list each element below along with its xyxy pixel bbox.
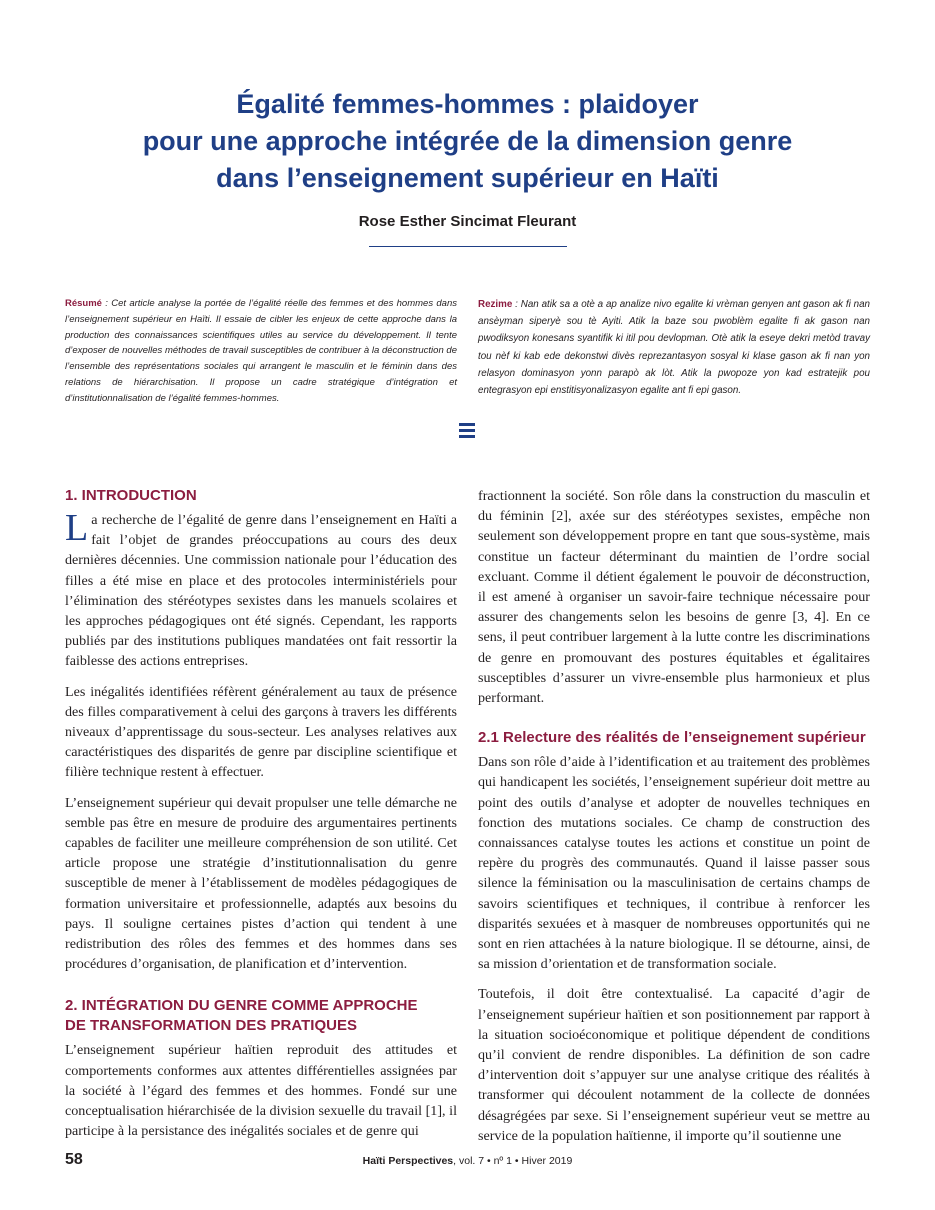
subsection-heading: 2.1 Relecture des réalités de l’enseignement supérieur (478, 729, 866, 747)
paragraph: fractionnent la société. Son rôle dans la construction du masculin et du féminin [2], axée sur des stéréotypes sexistes, empêche non seulement son développement propre en tant que sous-système, mais constitue un facteur déterminant du maintien de l’ordre social excluant. Comme il détient également le pouvoir de déconstruction, il est amené à organiser un savoir-faire technique nécessaire pour assurer des changements selon les besoins de genre [3, 4]. En ce sens, il peut contribuer largement à la lutte contre les discriminations de genre en promouvant des postures équitables et égalitaires susceptibles d’assurer un vivre-ensemble plus harmonieux et plus performant. (478, 488, 870, 707)
title-line: dans l’enseignement supérieur en Haïti (216, 163, 719, 193)
article-title (60, 86, 875, 197)
paragraph: La recherche de l’égalité de genre dans l’enseignement en Haïti a fait l’objet de grandes préoccupations au cours des deux dernières décennies. Une commission nationale pour l’éducation des filles a été mise en place et des protocoles interministériels pour l’élimination des stéréotypes sexistes dans les manuels scolaires et les approches pédagogiques ont été signés. Cependant, les rapports publiés par des institutions publiques mandatées ont fait ressortir la faiblesse des actions entreprises. (65, 507, 457, 670)
author-name: Rose Esther Sincimat Fleurant (358, 213, 577, 230)
section-heading: 1. INTRODUCTION (65, 487, 197, 504)
drop-cap: L (65, 507, 89, 549)
abstract-text: : Nan atik sa a otè a ap analize nivo egalite ki vrèman genyen ant gason ak fi nan ansèyman siperyè sou tè Ayiti. Atik la baze sou pwoblèm egalite fi ak gason nan pwodiksyon konesans syantifik ki itil pou devlopman. Otè atik la eseye dekri metòd travay tou nèf ki kab ede dekonstwi divès reprezantasyon sosyal ki klase gason ak fi nan yon relasyon dominasyon yonn parapò ak lòt. Atik la pwopoze yon kad estratejik pou entegrasyon epi enstitisyonalizasyon egalite ant fi epi gason. (478, 299, 870, 397)
abstract-label: Résumé (65, 298, 102, 309)
right-column (478, 486, 870, 1156)
paragraph: Les inégalités identifiées réfèrent généralement au taux de présence des filles comparativement à celui des garçons à travers les différents niveaux d’apprentissage du sous-secteur. Les analyses relatives aux caractéristiques des disparités de genre par discipline scientifique et filière technique restent à effectuer. (65, 683, 457, 781)
title-line: Égalité femmes-hommes : plaidoyer (236, 89, 699, 119)
page-number: 58 (65, 1151, 83, 1168)
title-divider (369, 246, 567, 247)
title-line: pour une approche intégrée de la dimension genre (142, 126, 793, 156)
paragraph: Toutefois, il doit être contextualisé. La capacité d’agir de l’enseignement supérieur haïtien et son positionnement par rapport à la situation socioéconomique et politique dépendent de conditions qu’il convient de rendre disponibles. La définition de son cadre d’intervention doit s’appuyer sur une analyse critique des réalités à transformer qui découlent notamment de la collecte de données désagrégées par sexe. Si l’enseignement supérieur veut se mettre au service de la population haïtienne, il importe qu’il soutienne une (478, 986, 870, 1144)
abstract-french (65, 296, 457, 407)
journal-issue: , vol. 7 • nº 1 • Hiver 2019 (453, 1155, 573, 1167)
left-column (65, 486, 457, 1151)
journal-name: Haïti Perspectives (362, 1155, 454, 1167)
section-separator-icon (459, 423, 475, 441)
paragraph: L’enseignement supérieur haïtien reproduit des attitudes et comportements conformes aux attentes différentielles assignées par la société à l’égard des femmes et des hommes. Fondé sur une conceptualisation hiérarchisée de la division sexuelle du travail [1], il participe à la persistance des inégalités sociales et de genre qui (65, 1042, 457, 1140)
abstract-label: Rezime (478, 299, 513, 310)
paragraph: Dans son rôle d’aide à l’identification et au traitement des problèmes qui handicapent les sociétés, l’enseignement supérieur doit mettre au point des outils d’analyse et adopter de nouvelles techniques en fonction des mutations sociales. Ce champ de construction des connaissances catalyse toutes les actions et constitue un point de repère du progrès des communautés. Quand il laisse passer sous silence la féminisation ou la masculinisation de certains champs de savoirs scientifiques et techniques, il contribue à renforcer les disparités sexuées et à masquer de nombreuses opportunités qui ne sont en rien attachées à la nature biologique. Il se détourne, ainsi, de sa mission d’orientation et de transformation sociale. (478, 754, 870, 973)
abstract-creole (478, 296, 870, 399)
journal-footer (0, 1155, 935, 1167)
abstract-text: : Cet article analyse la portée de l’égalité réelle des femmes et des hommes dans l’enseignement supérieur en Haïti. Il essaie de cibler les enjeux de cette approche dans la production des connaissances scientifiques utiles au service du développement. Il tente d’exposer de nouvelles méthodes de travail susceptibles de contribuer à la déconstruction de l’ensemble des représentations sociales qui arrangent le masculin et le féminin dans des relations de hiérarchisation. Il propose un cadre stratégique d’intégration et d’institutionnalisation de l’égalité femmes-hommes. (65, 298, 457, 404)
section-heading: 2. INTÉGRATION DU GENRE COMME APPROCHE DE TRANSFORMATION DES PRATIQUES (65, 997, 418, 1035)
paragraph: L’enseignement supérieur qui devait propulser une telle démarche ne semble pas être en mesure de produire des argumentaires pertinents capables de faciliter une meilleure compréhension de son utilité. Cet article propose une stratégie d’institutionnalisation du genre susceptible de mener à l’établissement de modèles pédagogiques de formation universitaire et professionnelle, adaptés aux besoins du pays. Il souligne certaines pistes d’action qui tendent à une redistribution des rôles des femmes et des hommes dans ses procédures d’organisation, de planification et d’intervention. (65, 794, 457, 973)
